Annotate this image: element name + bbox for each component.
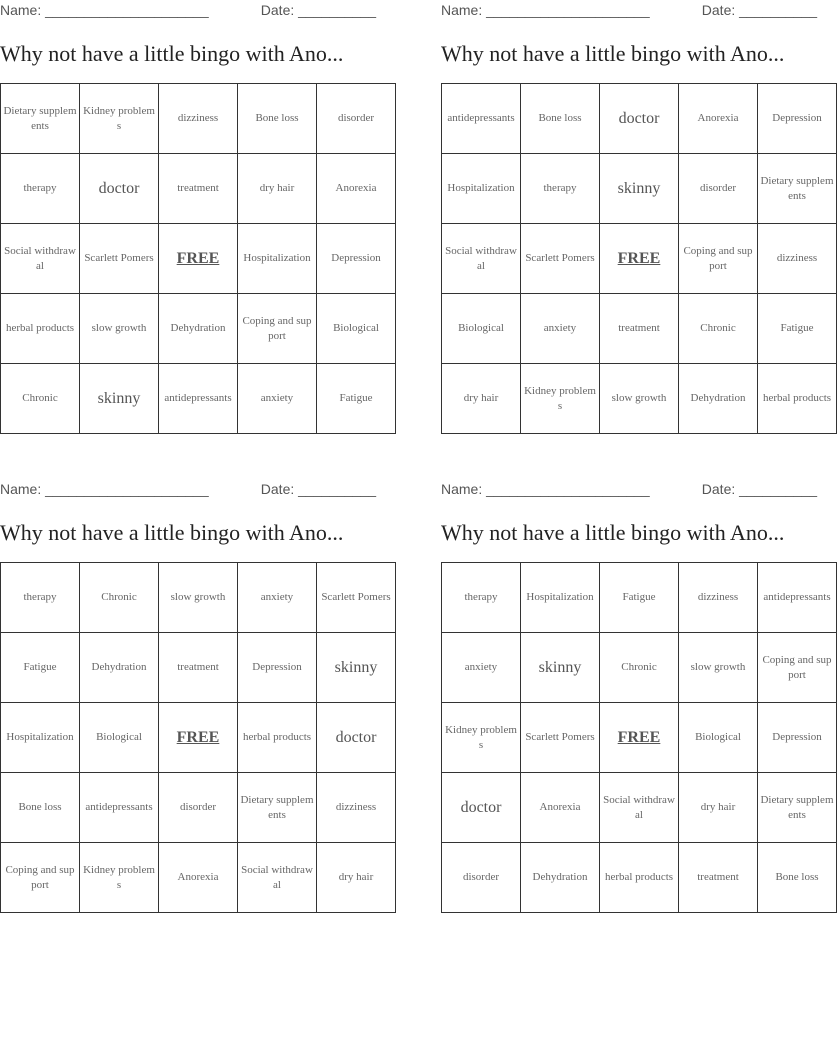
bingo-row <box>1 224 396 294</box>
bingo-cell: dry hair <box>442 364 521 434</box>
bingo-row <box>1 633 396 703</box>
bingo-cell: Coping and support <box>1 843 80 913</box>
bingo-cell: Kidney problems <box>80 84 159 154</box>
bingo-cell: Chronic <box>80 563 159 633</box>
bingo-cell: Scarlett Pomers <box>521 703 600 773</box>
bingo-row <box>442 154 837 224</box>
bingo-cell: Dietary supplements <box>758 154 837 224</box>
card-title: Why not have a little bingo with Ano... <box>0 520 344 545</box>
bingo-cell: dizziness <box>758 224 837 294</box>
date-field-label: Date: __________ <box>260 481 376 497</box>
bingo-cell: Fatigue <box>317 364 396 434</box>
bingo-cell: treatment <box>679 843 758 913</box>
date-field-label: Date: __________ <box>701 2 817 18</box>
bingo-cell: slow growth <box>159 563 238 633</box>
bingo-cell: slow growth <box>600 364 679 434</box>
bingo-cell: doctor <box>600 84 679 154</box>
card-title: Why not have a little bingo with Ano... <box>0 41 344 66</box>
bingo-cell: Fatigue <box>1 633 80 703</box>
card-title: Why not have a little bingo with Ano... <box>441 520 785 545</box>
bingo-row <box>1 364 396 434</box>
bingo-cell: dry hair <box>679 773 758 843</box>
bingo-cell: Biological <box>317 294 396 364</box>
bingo-cell: Dehydration <box>80 633 159 703</box>
bingo-cell: Hospitalization <box>442 154 521 224</box>
bingo-cell: Kidney problems <box>521 364 600 434</box>
bingo-cell: dry hair <box>238 154 317 224</box>
bingo-cell: Depression <box>317 224 396 294</box>
bingo-cell: skinny <box>521 633 600 703</box>
bingo-cell: Chronic <box>679 294 758 364</box>
bingo-cell: Dehydration <box>679 364 758 434</box>
bingo-cell: Scarlett Pomers <box>80 224 159 294</box>
bingo-cell: antidepressants <box>442 84 521 154</box>
bingo-row <box>1 703 396 773</box>
bingo-cell: disorder <box>159 773 238 843</box>
bingo-cell: Bone loss <box>1 773 80 843</box>
bingo-cell: Dietary supplements <box>238 773 317 843</box>
bingo-cell: Social withdrawal <box>442 224 521 294</box>
bingo-cell: Kidney problems <box>80 843 159 913</box>
bingo-cell: anxiety <box>238 563 317 633</box>
bingo-cell: anxiety <box>442 633 521 703</box>
bingo-card-1 <box>0 0 381 407</box>
bingo-row <box>442 633 837 703</box>
bingo-cell: Fatigue <box>600 563 679 633</box>
bingo-cell: Depression <box>758 703 837 773</box>
bingo-cell: dry hair <box>317 843 396 913</box>
bingo-cell: Biological <box>80 703 159 773</box>
date-field-label: Date: __________ <box>701 481 817 497</box>
bingo-cell: Bone loss <box>521 84 600 154</box>
bingo-cell: Chronic <box>600 633 679 703</box>
bingo-cell: therapy <box>1 154 80 224</box>
bingo-row <box>1 294 396 364</box>
bingo-cell: Coping and support <box>238 294 317 364</box>
bingo-cell: herbal products <box>1 294 80 364</box>
bingo-cell: Scarlett Pomers <box>317 563 396 633</box>
bingo-cell: Coping and support <box>679 224 758 294</box>
bingo-cell: disorder <box>317 84 396 154</box>
bingo-cell: slow growth <box>679 633 758 703</box>
bingo-row <box>442 563 837 633</box>
bingo-cell: Biological <box>679 703 758 773</box>
bingo-cell: doctor <box>80 154 159 224</box>
bingo-cell: therapy <box>521 154 600 224</box>
bingo-row <box>1 563 396 633</box>
bingo-cell: Anorexia <box>679 84 758 154</box>
bingo-cell: treatment <box>159 633 238 703</box>
bingo-cell: herbal products <box>758 364 837 434</box>
name-date-row <box>441 0 817 22</box>
name-date-row <box>0 479 376 501</box>
bingo-cell: Anorexia <box>159 843 238 913</box>
bingo-cell: treatment <box>600 294 679 364</box>
free-space-cell: FREE <box>159 224 238 294</box>
bingo-cell: therapy <box>442 563 521 633</box>
name-field-label: Name: _____________________ <box>0 481 209 497</box>
bingo-cell: disorder <box>442 843 521 913</box>
bingo-cell: anxiety <box>521 294 600 364</box>
bingo-card-2 <box>441 0 834 412</box>
bingo-cell: Anorexia <box>521 773 600 843</box>
bingo-cell: Hospitalization <box>521 563 600 633</box>
free-space-cell: FREE <box>600 703 679 773</box>
bingo-cell: anxiety <box>238 364 317 434</box>
bingo-cell: doctor <box>317 703 396 773</box>
bingo-cell: skinny <box>317 633 396 703</box>
bingo-row <box>442 843 837 913</box>
bingo-cell: Social withdrawal <box>1 224 80 294</box>
free-space-cell: FREE <box>600 224 679 294</box>
bingo-cell: slow growth <box>80 294 159 364</box>
bingo-grid <box>0 562 396 913</box>
bingo-cell: Depression <box>758 84 837 154</box>
bingo-card-4 <box>441 479 834 883</box>
bingo-cell: Social withdrawal <box>238 843 317 913</box>
bingo-cell: disorder <box>679 154 758 224</box>
name-field-label: Name: _____________________ <box>0 2 209 18</box>
bingo-cell: antidepressants <box>80 773 159 843</box>
bingo-cell: Fatigue <box>758 294 837 364</box>
free-space-cell: FREE <box>159 703 238 773</box>
bingo-row <box>442 773 837 843</box>
bingo-row <box>442 703 837 773</box>
name-date-row <box>0 0 376 22</box>
bingo-cell: herbal products <box>600 843 679 913</box>
bingo-cell: Coping and support <box>758 633 837 703</box>
date-field-label: Date: __________ <box>260 2 376 18</box>
bingo-cell: skinny <box>600 154 679 224</box>
bingo-grid <box>0 83 396 434</box>
bingo-cell: dizziness <box>159 84 238 154</box>
bingo-cell: Hospitalization <box>1 703 80 773</box>
bingo-card-3 <box>0 479 391 891</box>
bingo-grid <box>441 83 837 434</box>
bingo-cell: treatment <box>159 154 238 224</box>
bingo-row <box>1 154 396 224</box>
bingo-cell: Dietary supplements <box>1 84 80 154</box>
bingo-row <box>442 294 837 364</box>
bingo-cell: doctor <box>442 773 521 843</box>
bingo-cell: Dietary supplements <box>758 773 837 843</box>
name-date-row <box>441 479 817 501</box>
bingo-cell: Hospitalization <box>238 224 317 294</box>
name-field-label: Name: _____________________ <box>441 2 650 18</box>
bingo-cell: skinny <box>80 364 159 434</box>
bingo-cell: Scarlett Pomers <box>521 224 600 294</box>
name-field-label: Name: _____________________ <box>441 481 650 497</box>
bingo-cell: Anorexia <box>317 154 396 224</box>
bingo-row <box>1 773 396 843</box>
bingo-row <box>442 84 837 154</box>
bingo-cell: Depression <box>238 633 317 703</box>
bingo-cell: Chronic <box>1 364 80 434</box>
bingo-row <box>442 224 837 294</box>
bingo-cell: herbal products <box>238 703 317 773</box>
bingo-grid <box>441 562 837 913</box>
bingo-cell: antidepressants <box>159 364 238 434</box>
bingo-cell: therapy <box>1 563 80 633</box>
bingo-cell: Kidney problems <box>442 703 521 773</box>
card-title: Why not have a little bingo with Ano... <box>441 41 785 66</box>
bingo-cell: Biological <box>442 294 521 364</box>
bingo-cell: Bone loss <box>238 84 317 154</box>
bingo-cell: Bone loss <box>758 843 837 913</box>
bingo-cell: Dehydration <box>159 294 238 364</box>
bingo-cell: dizziness <box>317 773 396 843</box>
bingo-cell: Dehydration <box>521 843 600 913</box>
bingo-cell: dizziness <box>679 563 758 633</box>
bingo-cell: Social withdrawal <box>600 773 679 843</box>
bingo-row <box>442 364 837 434</box>
bingo-row <box>1 843 396 913</box>
bingo-cell: antidepressants <box>758 563 837 633</box>
bingo-row <box>1 84 396 154</box>
